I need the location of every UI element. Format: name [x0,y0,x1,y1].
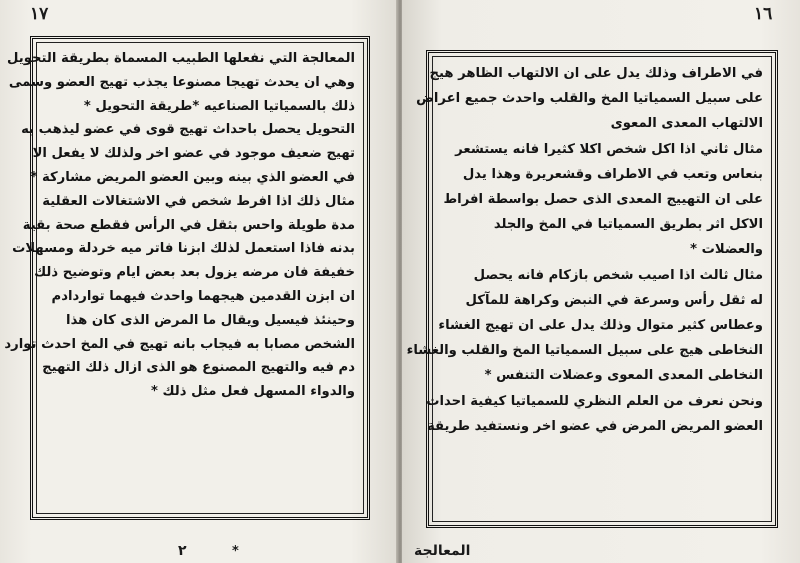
text-line: بدنه فاذا استعمل لذلك ابزنا فاتر ميه خردلة ومسهلات [12,241,355,257]
text-line: تهيج ضعيف موجود في عضو اخر ولذلك لا يفعل الا [32,146,355,162]
text-frame [406,50,778,528]
text-line: ونحن نعرف من العلم النظري للسمياتيا كيفية احداث [426,393,763,409]
text-line: والدواء المسهل فعل مثل ذلك * [151,384,355,400]
text-line: ذلك بالسمياتيا الصناعيه *طريقة التحويل * [83,98,355,114]
text-line: الالتهاب المعدى المعوى [610,116,763,132]
text-line: المعالجة التي نفعلها الطبيب المسماة بطريقة التحويل [7,51,355,66]
text-line: مثال ثالث اذا اصيب شخص بازكام فانه يحصل [473,267,763,283]
body-text [406,61,763,439]
catchword: المعالجة [414,543,471,559]
text-line: الاكل اثر بطريق السمياتيا في المخ والجلد [493,217,763,233]
text-line: وهي ان يحدث تهيجا مصنوعا يجذب تهيج العضو وسمى [8,74,355,90]
text-line: في العضو الذي بينه وبين العضو المريض مشاركة * [30,169,355,185]
text-line: وحينئذ فيسيل ويقال ما المرض الذى كان هذا [66,312,355,328]
left-page [0,0,398,563]
text-line: ان ابزن القدمين هيجهما واحدث فيهما تواردادم [51,288,355,304]
text-line: دم فيه والتهيج المصنوع هو الذى ازال ذلك التهيج [42,360,355,376]
text-line: مدة طويلة واحس بثقل في الرأس فقطع صحة بقية [22,217,355,233]
signature-mark: ٢ [178,543,187,559]
text-line: النخاطى هيج على سبيل السمياتيا المخ والقلب والغشاء [406,343,763,359]
text-line: على ان التهييج المعدى الذى حصل بواسطة افراط [443,192,763,208]
page-number: ١٧ [30,4,49,24]
text-line: خفيفة فان مرضه يزول بعد بعض ايام وتوضيح ذلك [34,265,355,281]
text-line: النخاطى المعدى المعوى وعضلات التنفس * [484,368,763,384]
right-page [402,0,800,563]
text-line: العضو المريض المرض في عضو اخر ونستفيد طريقة [426,418,763,434]
text-line: بنعاس وتعب في الاطراف وقشعريرة وهذا يدل [462,166,763,182]
text-line: الشخص مصابا به فيجاب بانه تهيج في المخ احدث توارد [4,336,355,352]
text-line: التحويل يحصل باحداث تهيج قوى في عضو ليذهب به [21,122,355,138]
text-line: مثال ثاني اذا اكل شخص اكلا كثيرا فانه يستشعر [455,141,763,157]
text-frame [4,36,370,520]
page-number: ١٦ [754,4,773,24]
text-line: والعضلات * [690,242,763,258]
text-line: له ثقل رأس وسرعة في النبض وكراهة للمآكل [465,292,763,308]
text-line: على سبيل السمياتيا المخ والقلب واحدث جميع اعراض [416,91,763,107]
catchword: * [232,544,239,559]
text-line: مثال ذلك اذا افرط شخص في الاشتغالات العقلية [42,193,355,209]
body-text [4,47,355,404]
text-line: وعطاس كثير متوال وذلك يدل على ان تهيج الغشاء [438,318,763,334]
text-line: في الاطراف وذلك يدل على ان الالتهاب الظاهر هيج [429,66,763,81]
